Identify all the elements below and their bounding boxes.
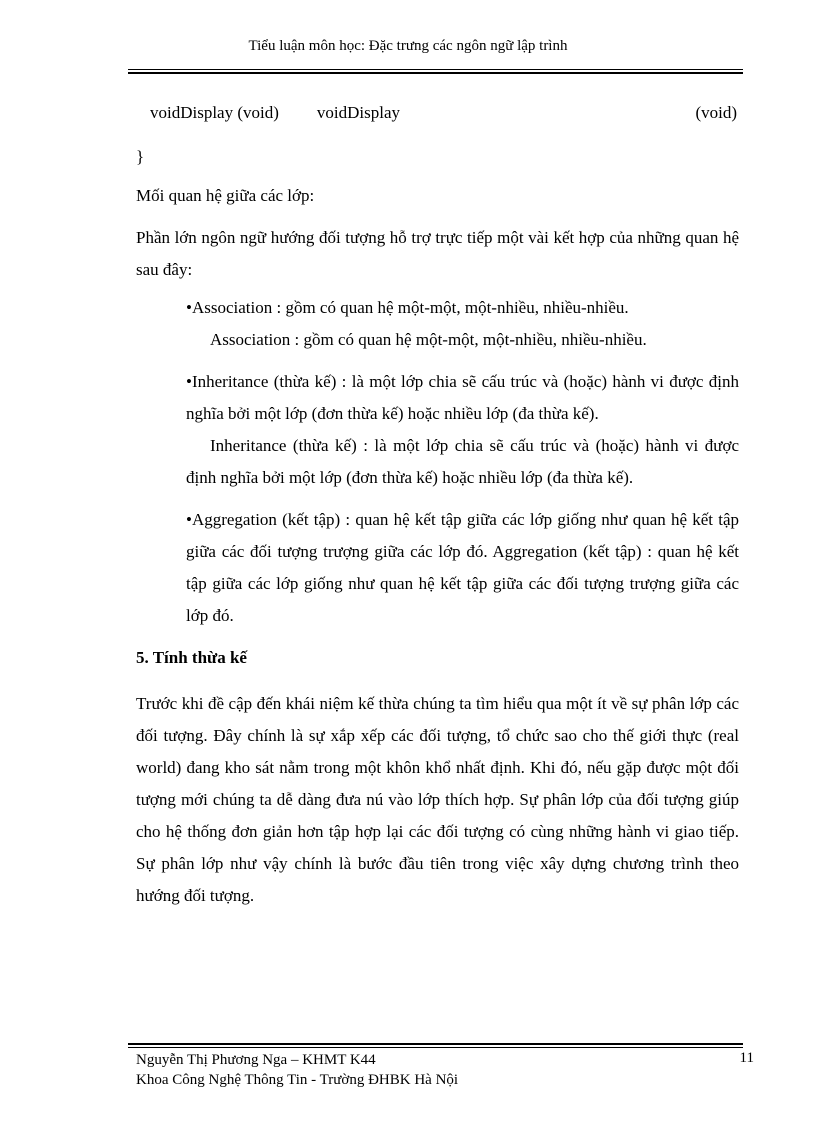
page-header-title: Tiểu luận môn học: Đặc trưng các ngôn ngữ lập trình [248, 38, 568, 54]
bullet-association: •Association : gồm có quan hệ một-một, một-nhiều, nhiều-nhiều. [186, 298, 629, 317]
relations-heading: Mối quan hệ giữa các lớp: [136, 186, 315, 205]
section-body: Trước khi đề cập đến khái niệm kế thừa chúng ta tìm hiểu qua một ít về sự phân lớp các đối tượng. Đây chính là sự xắp xếp các đối tượng, tổ chức sao cho thế giới thực (real world) đang kho sát nằm trong một khôn khổ nhất định. Khi đó, nếu gặp được một đối tượng mới chúng ta dễ dàng đưa nú vào lớp thích hợp. Sự phân lớp của đối tượng giúp cho hệ thống đơn giản hơn tập hợp lại các đối tượng có cùng những hành vi giao tiếp. Sự phân lớp như vậy chính là bước đầu tiên trong việc xây dựng chương trình theo hướng đối tượng. [136, 694, 739, 905]
footer-rule-thick [128, 1043, 743, 1045]
page-number: 11 [739, 1050, 754, 1066]
code-col-3: (void) [695, 103, 737, 122]
bullet-inheritance-repeat: Inheritance (thừa kế) : là một lớp chia sẽ cấu trúc và (hoặc) hành vi được định nghĩa bởi một lớp (đơn thừa kế) hoặc nhiều lớp (đa thừa kế). [186, 436, 739, 487]
header-rule-thick [128, 72, 743, 74]
header-rule-thin [128, 69, 743, 70]
code-closing-brace: } [136, 147, 145, 166]
code-col-2: voidDisplay [316, 103, 401, 122]
footer-info [136, 1050, 458, 1090]
code-col-1: voidDisplay (void) [150, 103, 279, 122]
bullet-inheritance: •Inheritance (thừa kế) : là một lớp chia sẽ cấu trúc và (hoặc) hành vi được định nghĩa bởi một lớp (đơn thừa kế) hoặc nhiều lớp (đa thừa kế). [186, 372, 739, 423]
code-line [150, 103, 737, 123]
footer-rule-thin [128, 1047, 743, 1048]
relations-intro: Phần lớn ngôn ngữ hướng đối tượng hỗ trợ trực tiếp một vài kết hợp của những quan hệ sau đây: [136, 228, 739, 279]
footer-institution: Khoa Công Nghệ Thông Tin - Trường ĐHBK Hà Nội [136, 1072, 459, 1088]
footer-author: Nguyễn Thị Phương Nga – KHMT K44 [136, 1052, 376, 1068]
bullet-association-repeat: Association : gồm có quan hệ một-một, một-nhiều, nhiều-nhiều. [210, 330, 647, 349]
bullet-aggregation: •Aggregation (kết tập) : quan hệ kết tập giữa các lớp giống như quan hệ kết tập giữa các đối tượng trượng giữa các lớp đó. Aggregation (kết tập) : quan hệ kết tập giữa các lớp giống như quan hệ kết tập giữa các đối tượng trượng giữa các lớp đó. [186, 510, 739, 625]
section-heading: 5. Tính thừa kế [136, 648, 247, 667]
